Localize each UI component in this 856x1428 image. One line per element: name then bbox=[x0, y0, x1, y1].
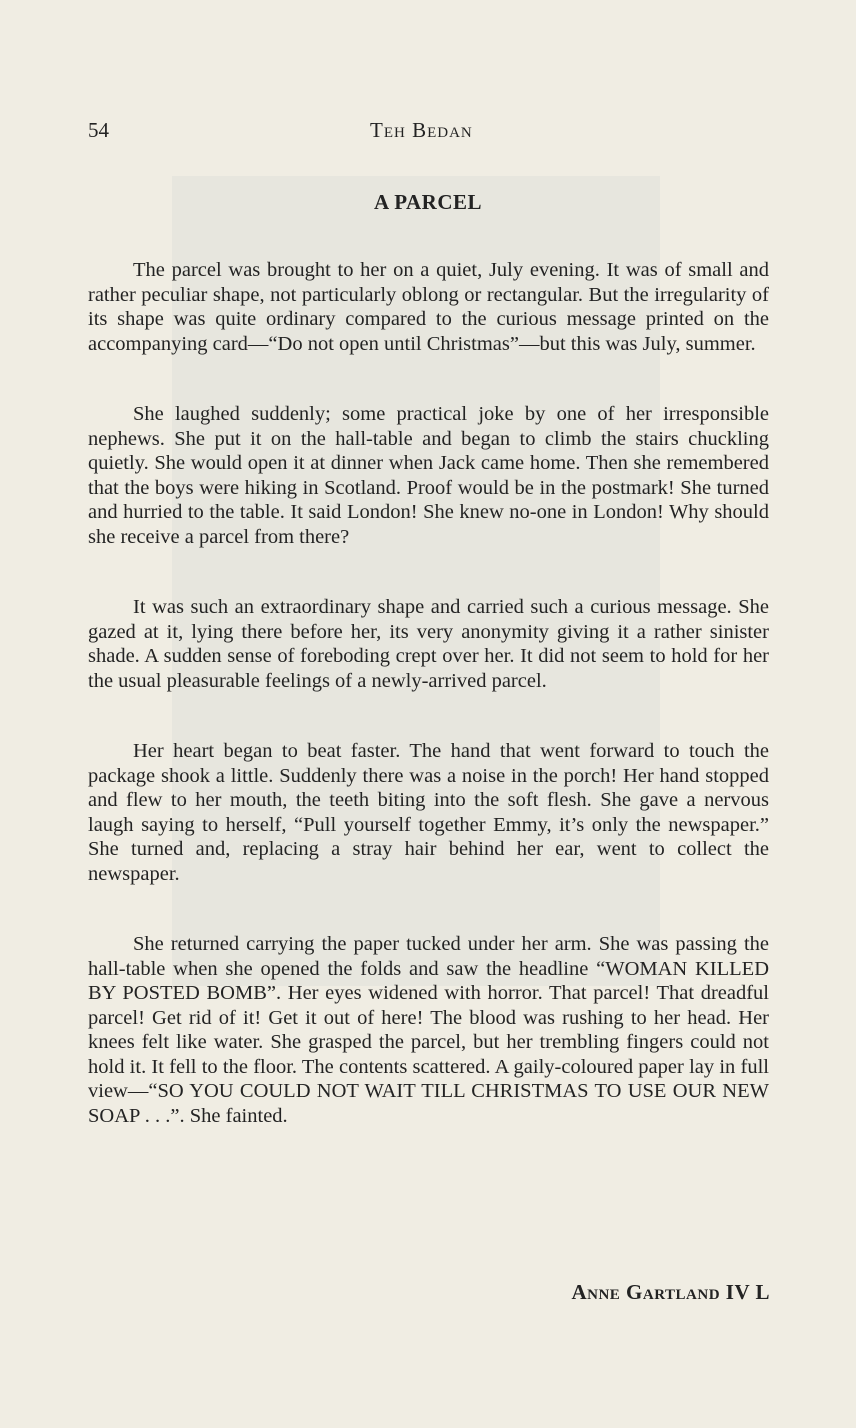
story-body bbox=[88, 258, 769, 1128]
paragraph-4: Her heart began to beat faster. The hand that went forward to touch the package shook a little. Suddenly there was a noise in the porch! Her hand stopped and flew to her mouth, the teeth biting into the soft flesh. She gave a nervous laugh saying to herself, “Pull yourself together Emmy, it’s only the newspaper.” She turned and, replacing a stray hair behind her ear, went to collect the newspaper. bbox=[88, 740, 769, 885]
publication-title: Teh Bedan bbox=[370, 118, 473, 142]
running-head bbox=[88, 118, 768, 148]
page-number: 54 bbox=[88, 118, 109, 142]
paragraph-2: She laughed suddenly; some practical joke by one of her irresponsible nephews. She put it on the hall-table and began to climb the stairs chuckling quietly. She would open it at dinner when Jack came home. Then she remembered that the boys were hiking in Scotland. Proof would be in the postmark! She turned and hurried to the table. It said London! She knew no-one in London! Why should she receive a parcel from there? bbox=[88, 403, 769, 548]
paragraph-1: The parcel was brought to her on a quiet, July evening. It was of small and rather peculiar shape, not particularly oblong or rectangular. But the irregularity of its shape was quite ordinary compared to the curious message printed on the accompanying card—“Do not open until Christmas”—but this was July, summer. bbox=[88, 259, 769, 355]
author-byline: Anne Gartland IV L bbox=[571, 1280, 770, 1304]
paragraph-3: It was such an extraordinary shape and carried such a curious message. She gazed at it, lying there before her, its very anonymity giving it a rather sinister shade. A sudden sense of foreboding crept over her. It did not seem to hold for her the usual pleasurable feelings of a newly-arrived parcel. bbox=[88, 596, 769, 692]
paragraph-5: She returned carrying the paper tucked under her arm. She was passing the hall-table when she opened the folds and saw the headline “WOMAN KILLED BY POSTED BOMB”. Her eyes widened with horror. That parcel! That dreadful parcel! Get rid of it! Get it out of here! The blood was rushing to her head. Her knees felt like water. She grasped the parcel, but her trembling fingers could not hold it. It fell to the floor. The contents scattered. A gaily-coloured paper lay in full view—“SO YOU COULD NOT WAIT TILL CHRISTMAS TO USE OUR NEW SOAP . . .”. She fainted. bbox=[88, 933, 769, 1127]
story-title: A PARCEL bbox=[373, 190, 483, 214]
